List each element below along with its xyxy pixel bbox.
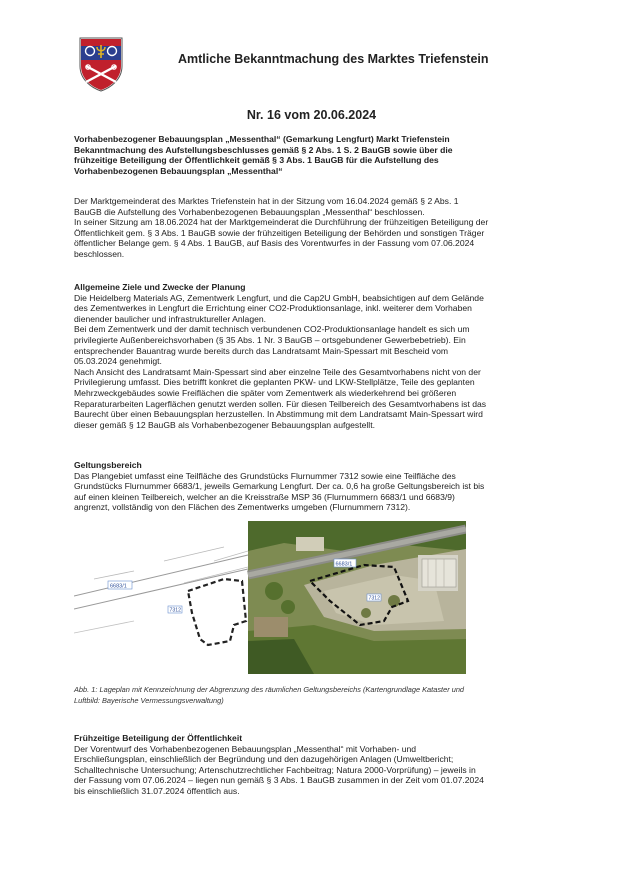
text-line: Das Plangebiet umfasst eine Teilfläche des Grundstücks Flurnummer 7312 sowie eine Teilfläche des bbox=[74, 470, 456, 481]
text-line: Privilegierung umfasst. Dies betrifft konkret die geplanten PKW- und LKW-Stellplätze, Teile des geplanten bbox=[74, 377, 475, 388]
subject-line: frühzeitige Beteiligung der Öffentlichkeit gemäß § 3 Abs. 1 BauGB für die Aufstellung des bbox=[74, 155, 439, 166]
parcel-label: 6683/1 bbox=[110, 583, 127, 590]
section-heading: Allgemeine Ziele und Zwecke der Planung bbox=[74, 282, 246, 292]
text-line: öffentlicher Belange gem. § 4 Abs. 1 BauGB, auf Basis des Vorentwurfes in der Fassung vom 07.06.2024 bbox=[74, 238, 475, 249]
text-line: beschlossen. bbox=[74, 248, 125, 259]
text-line: auf einen kleinen Teilbereich, welcher an die Kreisstraße MSP 36 (Flurnummern 6683/1 und 6683/9) bbox=[74, 491, 455, 502]
text-line: der Fassung vom 07.06.2024 – liegen nun gemäß § 3 Abs. 1 BauGB zusammen in der Zeit vom 01.07.2024 bbox=[74, 775, 484, 786]
intro-paragraph bbox=[74, 196, 568, 260]
text-line: Erschließungsplan, einschließlich der Begründung und den dazugehörigen Anlagen (Umweltbericht; bbox=[74, 754, 454, 765]
text-line: Reparaturarbeiten Lagerflächen genutzt werden sollen. Für diesen Teilbereich des Gesamtvorhabens ist das bbox=[74, 398, 487, 409]
header-title: Amtliche Bekanntmachung des Marktes Triefenstein bbox=[178, 52, 489, 66]
aerial-photo-icon bbox=[248, 521, 466, 674]
text-line: Öffentlichkeit gem. § 3 Abs. 1 BauGB sowie der frühzeitigen Beteiligung der Behörden und sonstigen Träger bbox=[74, 227, 485, 238]
site-plan-figure bbox=[74, 521, 466, 674]
subject-block bbox=[74, 134, 568, 176]
text-line: angrenzt, vollständig von den Flächen des Zementwerks umgeben (Flurnummern 7312). bbox=[74, 502, 411, 513]
caption-line: Abb. 1: Lageplan mit Kennzeichnung der Abgrenzung des räumlichen Geltungsbereichs (Kartengrundlage Kataster und bbox=[74, 685, 465, 694]
text-line: 05.03.2024 genehmigt. bbox=[74, 356, 162, 367]
section-geltungsbereich bbox=[74, 460, 568, 513]
text-line: dieser gemäß § 12 BauGB als Vorhabenbezogener Bebauungsplan aufgestellt. bbox=[74, 419, 375, 430]
text-line: privilegierte Außenbereichsvorhaben (§ 35 Abs. 1 Nr. 3 BauGB – ortsgebundener Gewerbebetrieb). Ein bbox=[74, 334, 466, 345]
cadastral-map-icon bbox=[74, 521, 248, 674]
text-line: Die Heidelberg Materials AG, Zementwerk Lengfurt, und die Cap2U GmbH, beabsichtigen auf dem Gelände bbox=[74, 292, 484, 303]
text-line: Der Marktgemeinderat des Marktes Triefenstein hat in der Sitzung vom 16.04.2024 gemäß § 2 Abs. 1 bbox=[74, 196, 459, 206]
text-line: dienender baulicher und infrastruktureller Anlagen. bbox=[74, 313, 267, 324]
section-heading: Frühzeitige Beteiligung der Öffentlichkeit bbox=[74, 733, 243, 743]
text-line: Mehrzweckgebäudes sowie Freiflächen die später vom Zementwerk als wiederkehrend bei größeren bbox=[74, 387, 457, 398]
section-ziele bbox=[74, 282, 568, 430]
text-line: Baurecht über einen Bebauungsplan herzustellen. In Abstimmung mit dem Landratsamt Main-Spessart wird bbox=[74, 409, 483, 420]
text-line: Nach Ansicht des Landratsamt Main-Spessart sind aber einzelne Teile des Gesamtvorhabens nicht von der bbox=[74, 366, 481, 377]
section-beteiligung bbox=[74, 733, 568, 797]
parcel-label: 6683/1 bbox=[335, 561, 353, 568]
text-line: bis einschließlich 31.07.2024 öffentlich aus. bbox=[74, 785, 240, 796]
subject-line: Vorhabenbezogenen Bebauungsplan „Messenthal“ bbox=[74, 165, 283, 176]
coat-of-arms-icon bbox=[78, 36, 124, 92]
section-heading: Geltungsbereich bbox=[74, 460, 142, 470]
text-line: entsprechender Bauantrag wurde bereits durch das Landratsamt Main-Spessart mit Bescheid vom bbox=[74, 345, 449, 356]
text-line: des Zementwerkes in Lengfurt die Errichtung einer CO2-Produktionsanlage, inkl. weiterer dem Vorhaben bbox=[74, 303, 472, 314]
text-line: Grundstücks Flurnummer 6683/1, jeweils Gemarkung Lengfurt. Der ca. 0,6 ha große Geltungsbereich ist bis bbox=[74, 481, 485, 492]
caption-line: Luftbild: Bayerische Vermessungsverwaltung) bbox=[74, 696, 224, 706]
text-line: In seiner Sitzung am 18.06.2024 hat der Marktgemeinderat die Durchführung der frühzeitigen Beteiligung der bbox=[74, 217, 489, 228]
text-line: BauGB die Aufstellung des Vorhabenbezogenen Bebauungsplan „Messenthal“ beschlossen. bbox=[74, 206, 425, 217]
parcel-label: 7312 bbox=[169, 607, 182, 614]
figure-caption bbox=[74, 684, 568, 706]
text-line: Der Vorentwurf des Vorhabenbezogenen Bebauungsplan „Messenthal“ mit Vorhaben- und bbox=[74, 743, 417, 754]
text-line: Bei dem Zementwerk und der damit technisch verbundenen CO2-Produktionsanlage handelt es sich um bbox=[74, 324, 470, 335]
subject-line: Vorhabenbezogener Bebauungsplan „Messenthal“ (Gemarkung Lengfurt) Markt Triefenstein bbox=[74, 134, 450, 144]
issue-number: Nr. 16 vom 20.06.2024 bbox=[246, 108, 377, 122]
parcel-label: 7312 bbox=[368, 595, 381, 602]
subject-line: Bekanntmachung des Aufstellungsbeschlusses gemäß § 2 Abs. 1 S. 2 BauGB sowie über die bbox=[74, 144, 453, 155]
text-line: Schalltechnische Untersuchung; Artenschutzrechtlicher Fachbeitrag; Natura 2000-Vorprüfung) – jeweils in bbox=[74, 764, 476, 775]
